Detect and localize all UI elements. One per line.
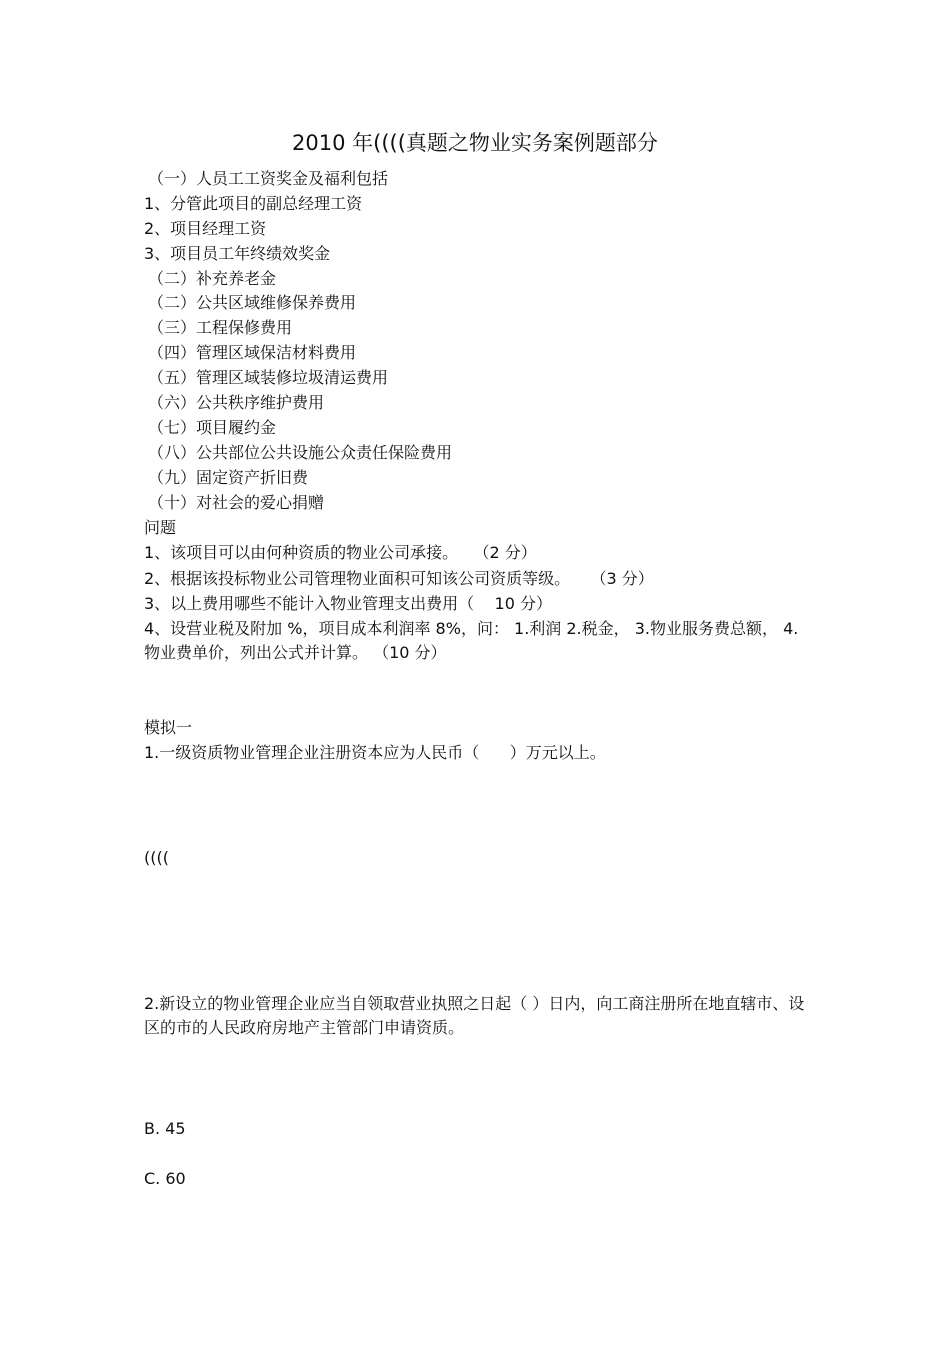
list-item: （六）公共秩序维护费用	[148, 393, 325, 412]
simulation-question: 1.一级资质物业管理企业注册资本应为人民币（ ）万元以上。	[144, 743, 606, 762]
list-item: （十）对社会的爱心捐赠	[148, 493, 325, 512]
list-item: （二）补充养老金	[148, 269, 277, 288]
list-item: （八）公共部位公共设施公众责任保险费用	[148, 443, 453, 462]
simulation-question: 2.新设立的物业管理企业应当自领取营业执照之日起（ ）日内，向工商注册所在地直辖市、设区的市的人民政府房地产主管部门申请资质。	[144, 994, 805, 1037]
question-item: 1、该项目可以由何种资质的物业公司承接。 （2 分）	[144, 543, 537, 562]
list-item: （一）人员工工资奖金及福利包括	[148, 169, 389, 188]
list-item: （九）固定资产折旧费	[148, 468, 309, 487]
marker-text: ((((	[144, 848, 169, 867]
question-item: 2、根据该投标物业公司管理物业面积可知该公司资质等级。 （3 分）	[144, 569, 654, 588]
list-item: 1、分管此项目的副总经理工资	[144, 194, 363, 213]
list-item: 2、项目经理工资	[144, 219, 267, 238]
document-title: 2010 年((((真题之物业实务案例题部分	[292, 131, 658, 155]
list-item: （五）管理区域装修垃圾清运费用	[148, 368, 389, 387]
questions-heading: 问题	[144, 518, 177, 537]
question-item: 4、设营业税及附加 %，项目成本利润率 8%，问： 1.利润 2.税金， 3.物业服务费总额， 4.物业费单价，列出公式并计算。 （10 分）	[144, 619, 799, 662]
answer-option: C. 60	[144, 1169, 186, 1188]
list-item: 3、项目员工年终绩效奖金	[144, 244, 331, 263]
section-heading: 模拟一	[144, 718, 193, 737]
list-item: （二）公共区域维修保养费用	[148, 293, 357, 312]
list-item: （四）管理区域保洁材料费用	[148, 343, 357, 362]
question-item: 3、以上费用哪些不能计入物业管理支出费用（ 10 分）	[144, 594, 552, 613]
answer-option: B. 45	[144, 1119, 186, 1138]
list-item: （三）工程保修费用	[148, 318, 293, 337]
list-item: （七）项目履约金	[148, 418, 277, 437]
